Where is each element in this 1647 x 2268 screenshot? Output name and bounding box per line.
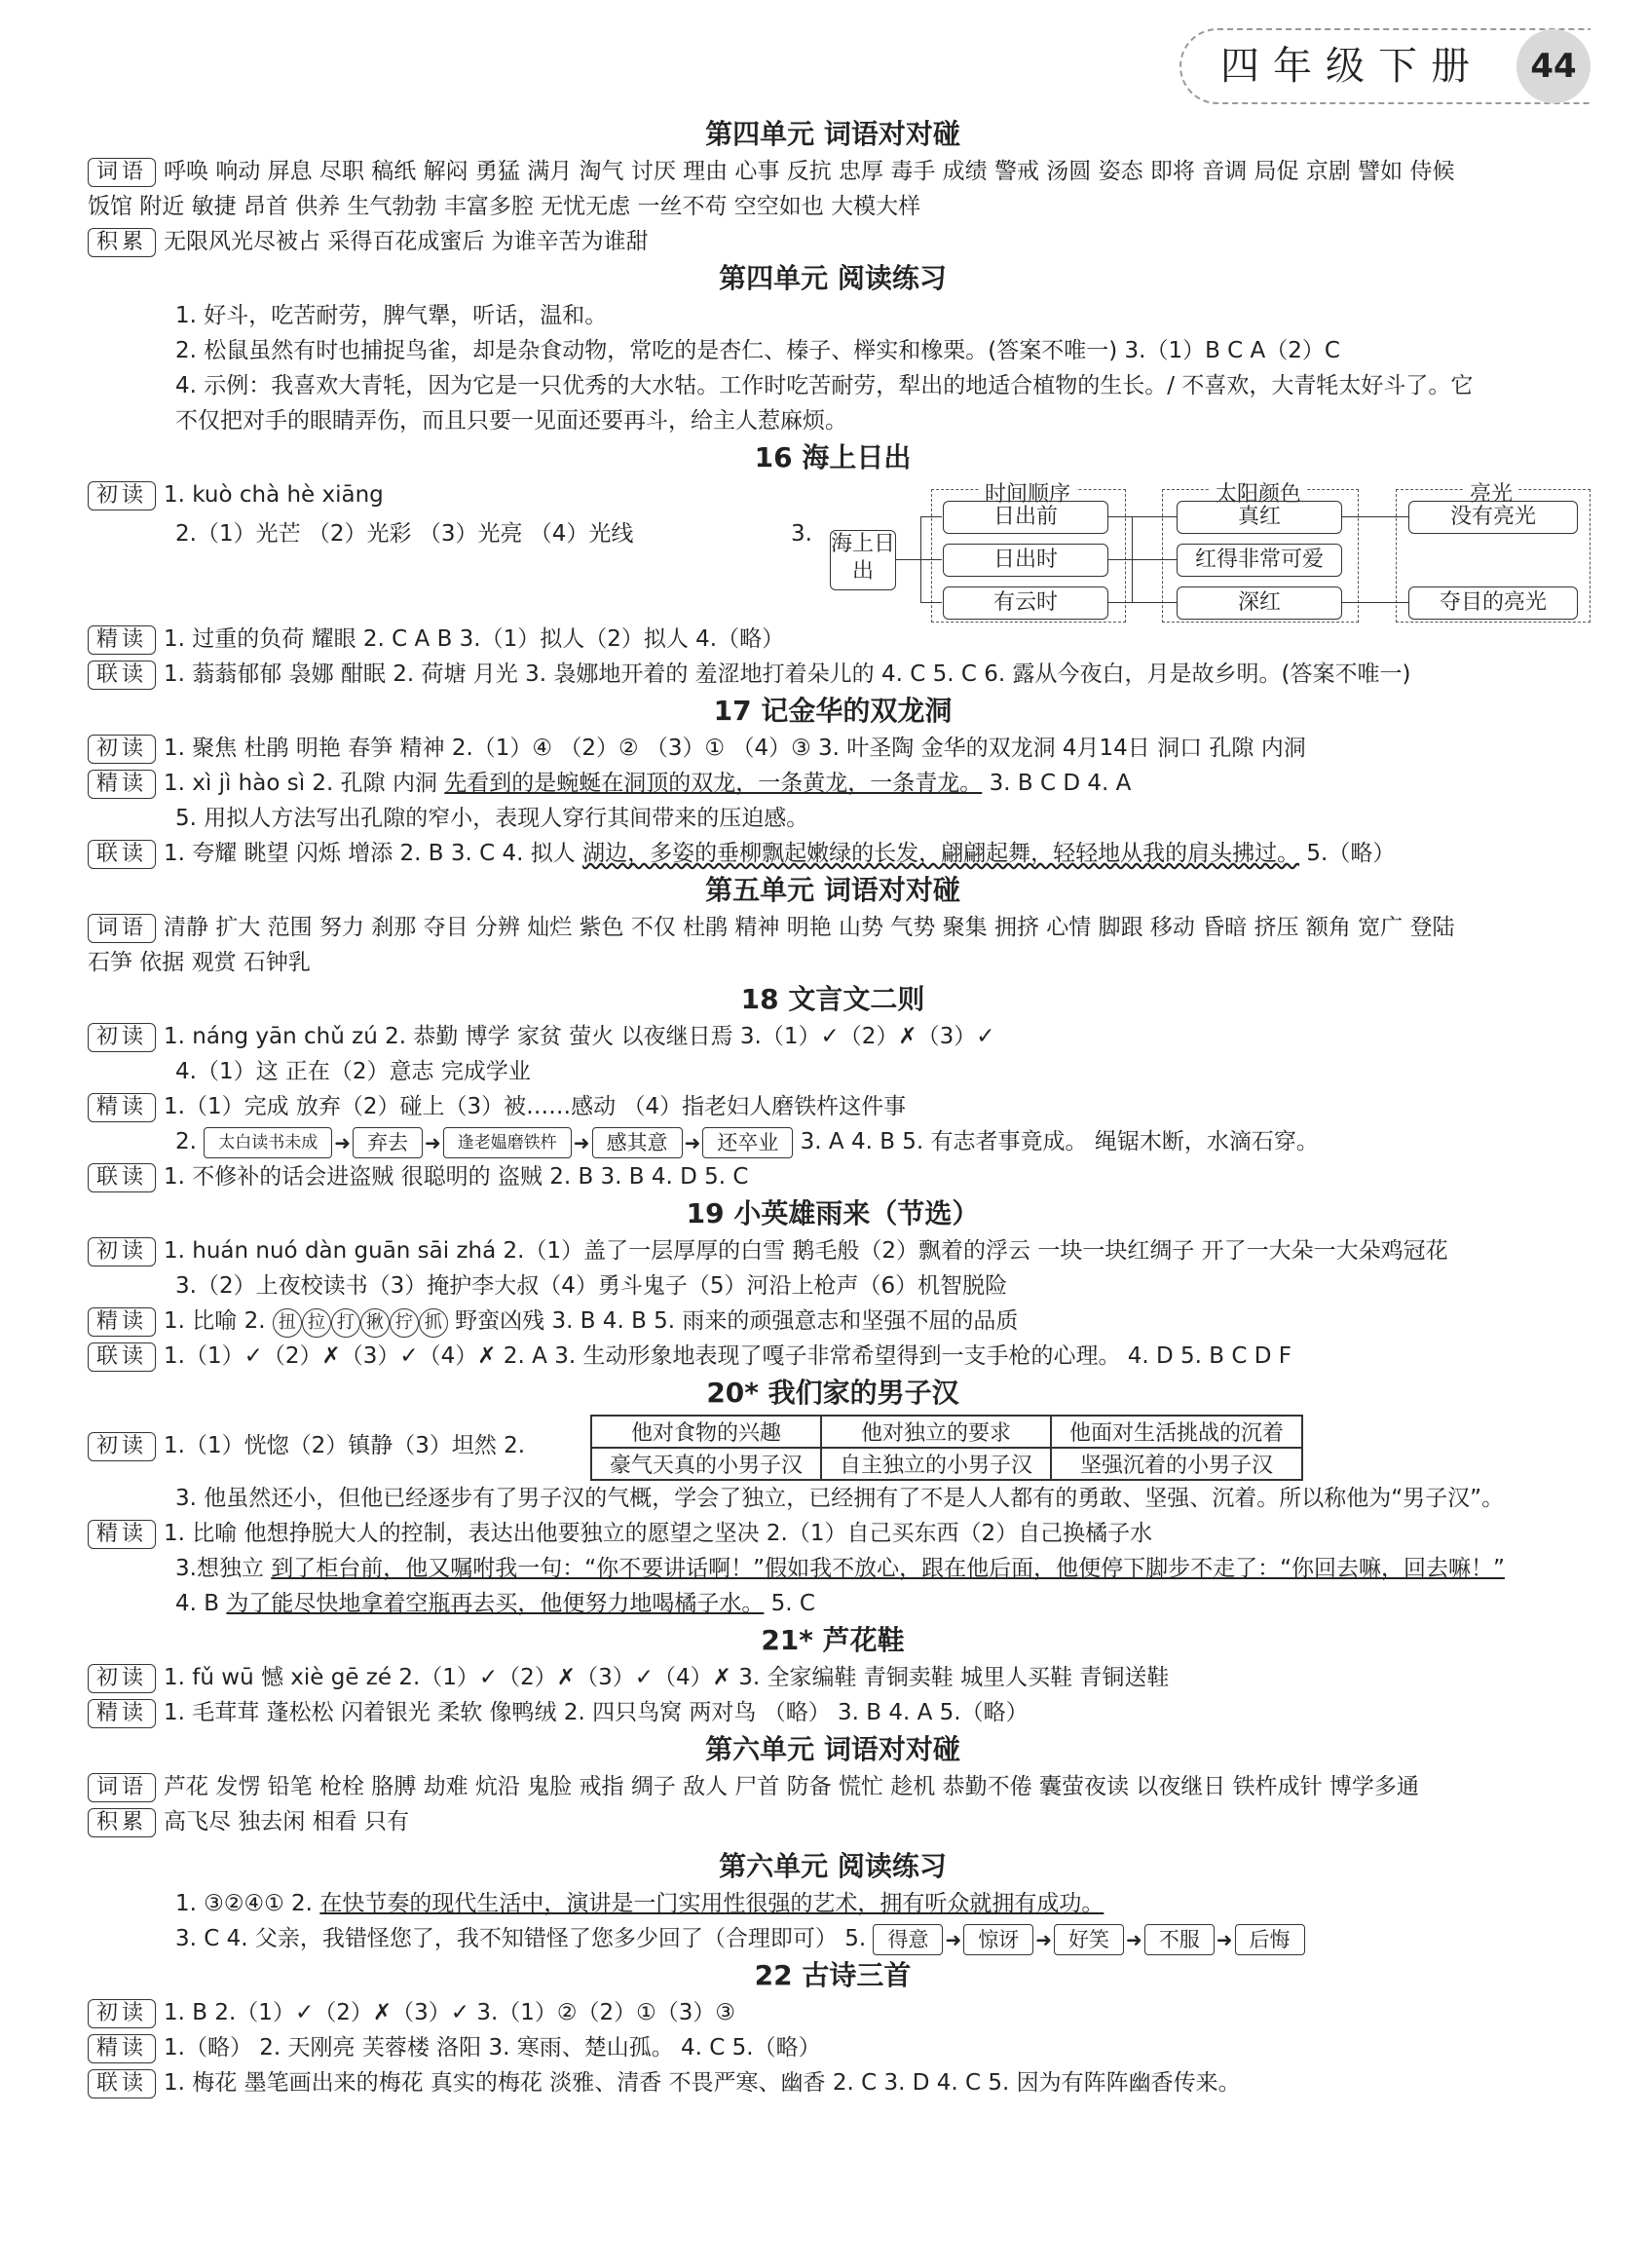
tag-label: 初读 bbox=[88, 1023, 156, 1052]
group-heading: 亮光 bbox=[1464, 477, 1518, 508]
tag-label: 精读 bbox=[88, 770, 156, 799]
arrow-icon: ➜ bbox=[334, 1130, 352, 1154]
tag-label: 初读 bbox=[88, 1432, 156, 1461]
tag-label: 词语 bbox=[88, 914, 156, 943]
table-cell: 他对独立的要求 bbox=[821, 1416, 1051, 1448]
tag-label: 联读 bbox=[88, 1163, 156, 1192]
tag-label: 初读 bbox=[88, 1999, 156, 2028]
flow-box: 太白读书未成 bbox=[204, 1127, 332, 1158]
diagram-box: 深红 bbox=[1177, 586, 1342, 620]
tag-label: 初读 bbox=[88, 1237, 156, 1266]
section-title: 17 记金华的双龙洞 bbox=[713, 695, 953, 727]
text-line: 联读 1.（1）✓（2）✗（3）✓（4）✗ 2. A 3. 生动形象地表现了嘎子非常希望得到一支手枪的心理。 4. D 5. B C D F bbox=[88, 1339, 1578, 1374]
tag-label: 初读 bbox=[88, 1664, 156, 1693]
tag-label: 联读 bbox=[88, 2069, 156, 2098]
tag-label: 精读 bbox=[88, 625, 156, 655]
flow-chart bbox=[873, 1922, 1304, 1957]
text-line: 词语 芦花 发愣 铅笔 枪栓 胳膊 劫难 炕沿 鬼脸 戒指 绸子 敌人 尸首 防备 慌忙 趁机 恭勤不倦 囊萤夜读 以夜继日 铁杵成针 博学多通 bbox=[88, 1769, 1578, 1804]
connector bbox=[1108, 602, 1177, 603]
tag-label: 精读 bbox=[88, 1093, 156, 1122]
page-header bbox=[1179, 27, 1591, 105]
text-line: 5. 用拟人方法写出孔隙的窄小，表现人穿行其间带来的压迫感。 bbox=[175, 806, 809, 831]
text-line: 4. B 为了能尽快地拿着空瓶再去买，他便努力地喝橘子水。 5. C bbox=[175, 1591, 815, 1616]
text-line: 1. 好斗，吃苦耐劳，脾气犟，听话，温和。 bbox=[175, 303, 608, 328]
lesson20-block bbox=[88, 1413, 1578, 1481]
tag-label: 联读 bbox=[88, 661, 156, 690]
diagram-box: 日出前 bbox=[943, 501, 1108, 534]
text-line: 3. 他虽然还小，但他已经逐步有了男子汉的气概，学会了独立，已经拥有了不是人人都有的勇敢、坚强、沉着。所以称他为“男子汉”。 bbox=[175, 1486, 1505, 1511]
text-line: 1. ③②④① 2. 在快节奏的现代生活中，演讲是一门实用性很强的艺术，拥有听众就拥有成功。 bbox=[175, 1891, 1104, 1916]
tag-label: 精读 bbox=[88, 1520, 156, 1549]
tag-label: 精读 bbox=[88, 1699, 156, 1728]
section-title: 第六单元 阅读练习 bbox=[719, 1850, 947, 1882]
arrow-icon: ➜ bbox=[945, 1927, 962, 1951]
connector bbox=[920, 559, 942, 560]
arrow-icon: ➜ bbox=[1216, 1927, 1233, 1951]
connector bbox=[1342, 602, 1408, 603]
connector bbox=[1132, 559, 1177, 560]
flow-box: 还卒业 bbox=[702, 1127, 793, 1158]
flow-box: 感其意 bbox=[592, 1127, 683, 1158]
diagram-root: 海上日出 bbox=[830, 530, 896, 590]
text-line: 精读 1. 毛茸茸 蓬松松 闪着银光 柔软 像鸭绒 2. 四只鸟窝 两对鸟 （略） 3. B 4. A 5.（略） bbox=[88, 1695, 1578, 1730]
tag-label: 精读 bbox=[88, 1307, 156, 1337]
circled-char: 抓 bbox=[419, 1308, 448, 1338]
tag-label: 精读 bbox=[88, 2034, 156, 2063]
text-line: 初读 1. huán nuó dàn guān sāi zhá 2.（1）盖了一层厚厚的白雪 鹅毛般（2）飘着的浮云 一块一块红绸子 开了一大朵一大朵鸡冠花 bbox=[88, 1233, 1578, 1268]
text-line: 初读 1. B 2.（1）✓（2）✗（3）✓ 3.（1）②（2）①（3）③ bbox=[88, 1995, 1578, 2030]
text-line: 2.（1）光芒 （2）光彩 （3）光亮 （4）光线 bbox=[175, 521, 634, 547]
section-title: 第四单元 阅读练习 bbox=[719, 262, 947, 294]
text-line: 积累 高飞尽 独去闲 相看 只有 bbox=[88, 1804, 1578, 1839]
table-cell: 豪气天真的小男子汉 bbox=[591, 1448, 821, 1480]
group-heading: 时间顺序 bbox=[979, 477, 1076, 508]
arrow-icon: ➜ bbox=[573, 1130, 590, 1154]
grade-label: 四年级下册 bbox=[1179, 28, 1591, 104]
tag-label: 词语 bbox=[88, 158, 156, 187]
text-line: 2. 太白读书未成 ➜ 弃去 ➜ 逢老媪磨铁杵 ➜ 感其意 ➜ 还卒业 3. A 4. B 5. 有志者事竟成。 绳锯木断，水滴石穿。 bbox=[88, 1124, 1578, 1159]
group-heading: 太阳颜色 bbox=[1210, 477, 1307, 508]
text-line: 初读 1. náng yān chǔ zú 2. 恭勤 博学 家贫 萤火 以夜继日焉 3.（1）✓（2）✗（3）✓ bbox=[88, 1019, 1578, 1054]
flow-chart bbox=[204, 1125, 793, 1160]
text-line: 4. 示例：我喜欢大青牦，因为它是一只优秀的大水牯。工作时吃苦耐劳，犁出的地适合植物的生长。/ 不喜欢，大青牦太好斗了。它 bbox=[175, 373, 1474, 398]
connector bbox=[1108, 516, 1177, 517]
section-title: 第五单元 词语对对碰 bbox=[705, 874, 960, 906]
connector bbox=[1108, 559, 1132, 560]
lesson16-block bbox=[88, 477, 1578, 622]
diagram-box: 夺目的亮光 bbox=[1408, 586, 1578, 620]
text-line: 积累 无限风光尽被占 采得百花成蜜后 为谁辛苦为谁甜 bbox=[88, 224, 1578, 259]
diagram-box: 没有亮光 bbox=[1408, 501, 1578, 534]
section-title: 21* 芦花鞋 bbox=[761, 1624, 905, 1656]
text-line: 初读 1. 聚焦 杜鹃 明艳 春笋 精神 2.（1）④ （2）② （3）① （4）③ 3. 叶圣陶 金华的双龙洞 4月14日 洞口 孔隙 内洞 bbox=[88, 731, 1578, 766]
table-cell: 他对食物的兴趣 bbox=[591, 1416, 821, 1448]
connector bbox=[896, 559, 920, 560]
flow-box: 后悔 bbox=[1235, 1924, 1305, 1955]
text-line: 不仅把对手的眼睛弄伤，而且只要一见面还要再斗，给主人惹麻烦。 bbox=[175, 408, 847, 434]
circled-char: 拉 bbox=[302, 1308, 331, 1338]
text-line: 精读 1. 比喻 2. 扭 拉 打 揪 拧 抓 野蛮凶残 3. B 4. B 5. 雨来的顽强意志和坚强不屈的品质 bbox=[88, 1304, 1578, 1339]
diagram-box: 红得非常可爱 bbox=[1177, 544, 1342, 577]
tag-label: 积累 bbox=[88, 228, 156, 257]
text-line: 2. 松鼠虽然有时也捕捉鸟雀，却是杂食动物，常吃的是杏仁、榛子、榉实和橡栗。(答案不唯一) 3.（1）B C A（2）C bbox=[175, 338, 1340, 363]
text-line: 精读 1. 过重的负荷 耀眼 2. C A B 3.（1）拟人（2）拟人 4.（略） bbox=[88, 622, 1578, 657]
circled-char: 拧 bbox=[390, 1308, 419, 1338]
arrow-icon: ➜ bbox=[425, 1130, 441, 1154]
section-title: 19 小英雄雨来（节选） bbox=[686, 1197, 980, 1229]
text-line: 词语 呼唤 响动 屏息 尽职 稿纸 解闷 勇猛 满月 淘气 讨厌 理由 心事 反抗 忠厚 毒手 成绩 警戒 汤圆 姿态 即将 音调 局促 京剧 譬如 侍候 bbox=[88, 154, 1578, 189]
circled-char: 扭 bbox=[273, 1308, 302, 1338]
text-line: 精读 1.（略） 2. 天刚亮 芙蓉楼 洛阳 3. 寒雨、楚山孤。 4. C 5.（略） bbox=[88, 2030, 1578, 2065]
arrow-icon: ➜ bbox=[1125, 1927, 1142, 1951]
text-line: 3. C 4. 父亲，我错怪您了，我不知错怪了您多少回了（合理即可） 5. 得意 ➜ 惊讶 ➜ 好笑 ➜ 不服 ➜ 后悔 bbox=[88, 1921, 1578, 1956]
table-cell: 自主独立的小男子汉 bbox=[821, 1448, 1051, 1480]
table-cell: 坚强沉着的小男子汉 bbox=[1051, 1448, 1302, 1480]
section-title: 22 古诗三首 bbox=[754, 1959, 912, 1991]
text-line: 联读 1. 蓊蓊郁郁 袅娜 酣眠 2. 荷塘 月光 3. 袅娜地开着的 羞涩地打着朵儿的 4. C 5. C 6. 露从今夜白，月是故乡明。(答案不唯一) bbox=[88, 657, 1578, 692]
text-line: 联读 1. 不修补的话会进盗贼 很聪明的 盗贼 2. B 3. B 4. D 5. C bbox=[88, 1159, 1578, 1194]
answer-content bbox=[88, 115, 1578, 2100]
section-title: 第六单元 词语对对碰 bbox=[705, 1733, 960, 1765]
flow-box: 好笑 bbox=[1054, 1924, 1124, 1955]
tag-label: 词语 bbox=[88, 1773, 156, 1802]
circled-char: 揪 bbox=[360, 1308, 390, 1338]
text-line: 联读 1. 梅花 墨笔画出来的梅花 真实的梅花 淡雅、清香 不畏严寒、幽香 2. C 3. D 4. C 5. 因为有阵阵幽香传来。 bbox=[88, 2065, 1578, 2100]
text-line: 精读 1.（1）完成 放弃（2）碰上（3）被……感动 （4）指老妇人磨铁杵这件事 bbox=[88, 1089, 1578, 1124]
table-cell: 他面对生活挑战的沉着 bbox=[1051, 1416, 1302, 1448]
arrow-icon: ➜ bbox=[684, 1130, 701, 1154]
flow-box: 逢老媪磨铁杵 bbox=[443, 1127, 572, 1158]
section-title: 第四单元 词语对对碰 bbox=[705, 118, 960, 150]
flow-box: 不服 bbox=[1144, 1924, 1215, 1955]
diagram-box: 有云时 bbox=[943, 586, 1108, 620]
tag-label: 初读 bbox=[88, 735, 156, 764]
text-line: 精读 1. xì jì hào sì 2. 孔隙 内洞 先看到的是蜿蜒在洞顶的双龙，一条黄龙，一条青龙。 3. B C D 4. A bbox=[88, 766, 1578, 801]
text-line: 联读 1. 夸耀 眺望 闪烁 增添 2. B 3. C 4. 拟人 湖边，多姿的垂柳飘起嫩绿的长发，翩翩起舞，轻轻地从我的肩头拂过。 5.（略） bbox=[88, 836, 1578, 871]
tag-label: 初读 bbox=[88, 481, 156, 510]
answer-table bbox=[590, 1415, 1303, 1481]
tag-label: 联读 bbox=[88, 840, 156, 869]
section-title: 18 文言文二则 bbox=[740, 983, 925, 1015]
text-line: 初读 1. kuò chà hè xiāng bbox=[88, 477, 384, 512]
connector bbox=[1342, 516, 1408, 517]
section-title: 16 海上日出 bbox=[754, 441, 912, 473]
connector bbox=[920, 516, 942, 517]
text-line: 3.（2）上夜校读书（3）掩护李大叔（4）勇斗鬼子（5）河沿上枪声（6）机智脱险 bbox=[175, 1273, 1008, 1299]
tag-label: 联读 bbox=[88, 1342, 156, 1372]
flow-box: 弃去 bbox=[353, 1127, 423, 1158]
flow-box: 得意 bbox=[873, 1924, 943, 1955]
text-line: 饭馆 附近 敏捷 昂首 供养 生气勃勃 丰富多腔 无忧无虑 一丝不苟 空空如也 大模大样 bbox=[88, 194, 921, 219]
text-line: 词语 清静 扩大 范围 努力 刹那 夺目 分辨 灿烂 紫色 不仅 杜鹃 精神 明艳 山势 气势 聚集 拥挤 心情 脚跟 移动 昏暗 挤压 额角 宽广 登陆 bbox=[88, 910, 1578, 945]
text-line: 精读 1. 比喻 他想挣脱大人的控制，表达出他要独立的愿望之坚决 2.（1）自己买东西（2）自己换橘子水 bbox=[88, 1516, 1578, 1551]
flow-box: 惊讶 bbox=[963, 1924, 1033, 1955]
diagram-box: 真红 bbox=[1177, 501, 1342, 534]
arrow-icon: ➜ bbox=[1035, 1927, 1052, 1951]
section-title: 20* 我们家的男子汉 bbox=[706, 1377, 959, 1409]
connector bbox=[920, 602, 942, 603]
text-line: 初读 1.（1）恍惚（2）镇静（3）坦然 2. bbox=[88, 1428, 525, 1463]
text-line: 4.（1）这 正在（2）意志 完成学业 bbox=[175, 1059, 531, 1084]
circled-char: 打 bbox=[331, 1308, 360, 1338]
text-line: 石笋 依据 观赏 石钟乳 bbox=[88, 950, 311, 975]
text-line: 初读 1. fǔ wū 憾 xiè gē zé 2.（1）✓（2）✗（3）✓（4）✗ 3. 全家编鞋 青铜卖鞋 城里人买鞋 青铜送鞋 bbox=[88, 1660, 1578, 1695]
text-line: 3. bbox=[791, 521, 812, 547]
tag-label: 积累 bbox=[88, 1808, 156, 1837]
text-line: 3.想独立 到了柜台前，他又嘱咐我一句：“你不要讲话啊！”假如我不放心，跟在他后面，他便停下脚步不走了：“你回去嘛，回去嘛！” bbox=[175, 1556, 1505, 1581]
diagram-box: 日出时 bbox=[943, 544, 1108, 577]
page-number: 44 bbox=[1516, 29, 1591, 103]
